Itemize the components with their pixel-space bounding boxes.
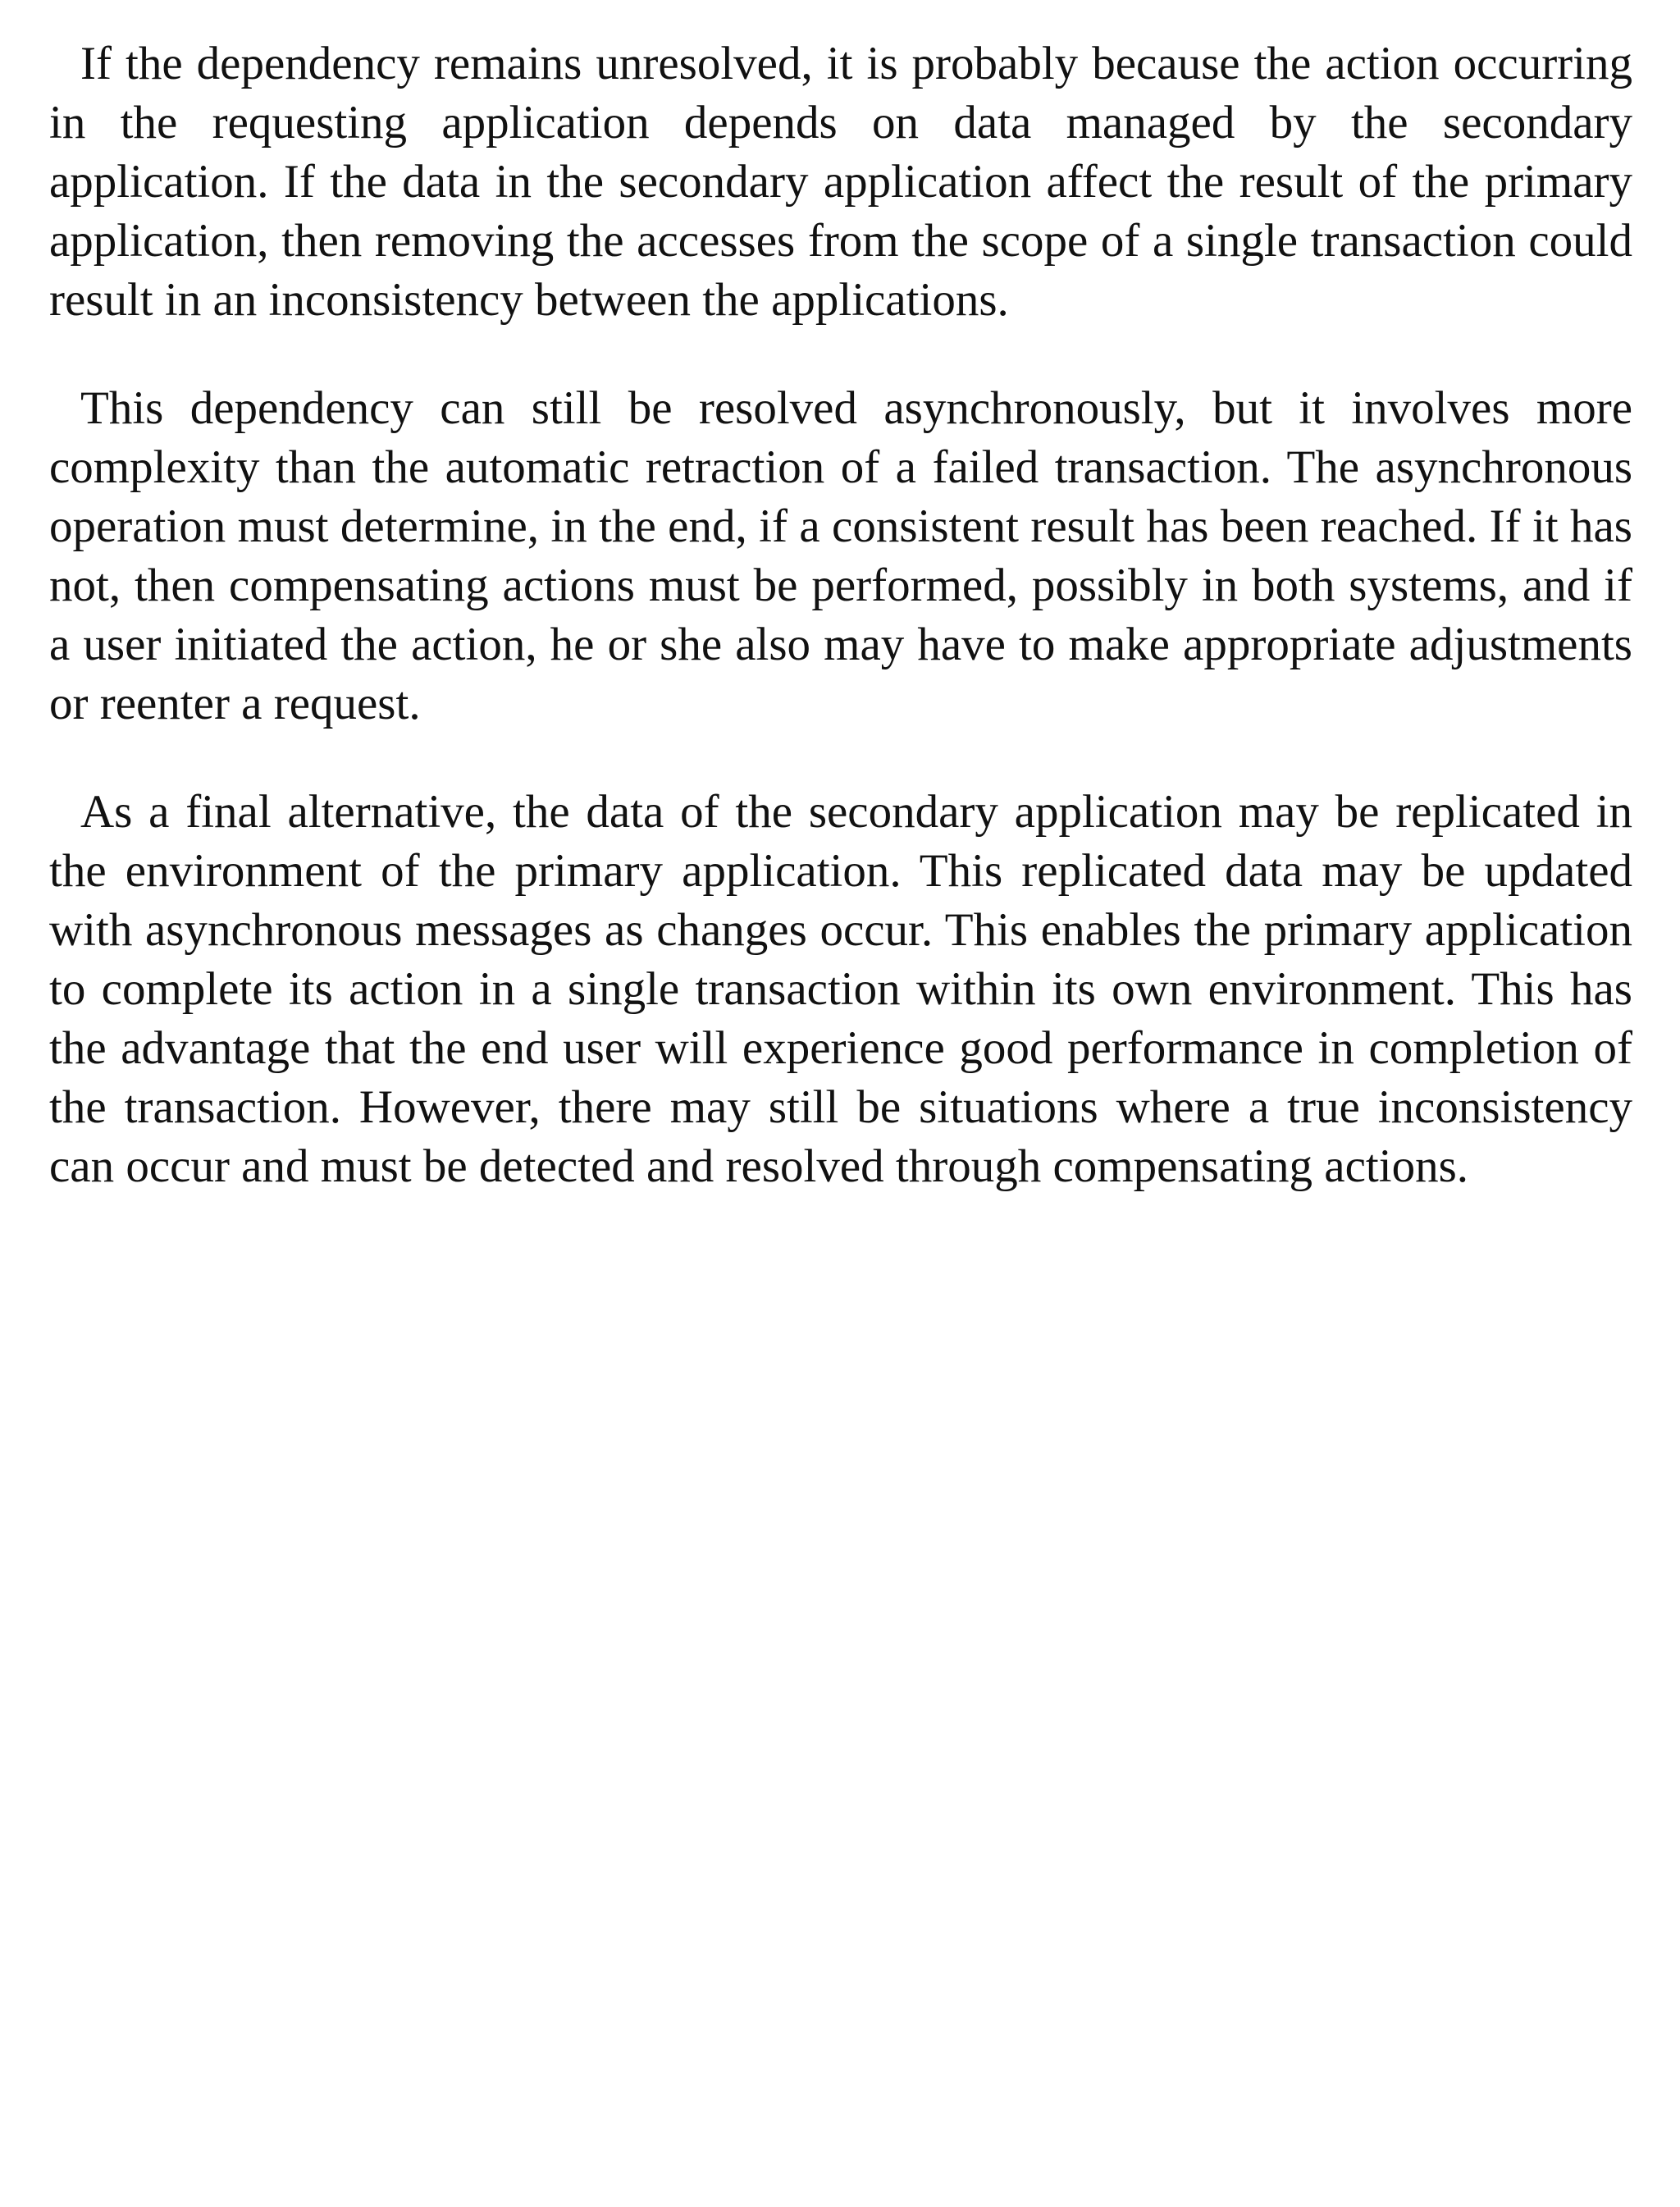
paragraph-asynchronous-resolution: This dependency can still be resolved asynchronously, but it involves more complexity than the automatic retraction of a failed transaction. The asynchronous operation must determine, in the end, if a consistent result has been reached. If it has not, then compensating actions must be performed, possibly in both systems, and if a user initiated the action, he or she also may have to make appropriate adjustments or reenter a request. [49, 382, 1632, 729]
paragraph-data-replication: As a final alternative, the data of the secondary application may be replicated in the environment of the primary application. This replicated data may be updated with asynchronous messages as changes occur. This enables the primary application to complete its action in a single transaction within its own environment. This has the advantage that the end user will experience good performance in completion of the transaction. However, there may still be situations where a true inconsistency can occur and must be detected and resolved through compensating actions. [49, 786, 1632, 1192]
paragraph-unresolved-dependency: If the dependency remains unresolved, it is probably because the action occurring in the requesting application depends on data managed by the secondary application. If the data in the secondary application affect the result of the primary application, then removing the accesses from the scope of a single transaction could result in an inconsistency between the applications. [49, 38, 1632, 326]
document-page [49, 34, 1632, 1245]
